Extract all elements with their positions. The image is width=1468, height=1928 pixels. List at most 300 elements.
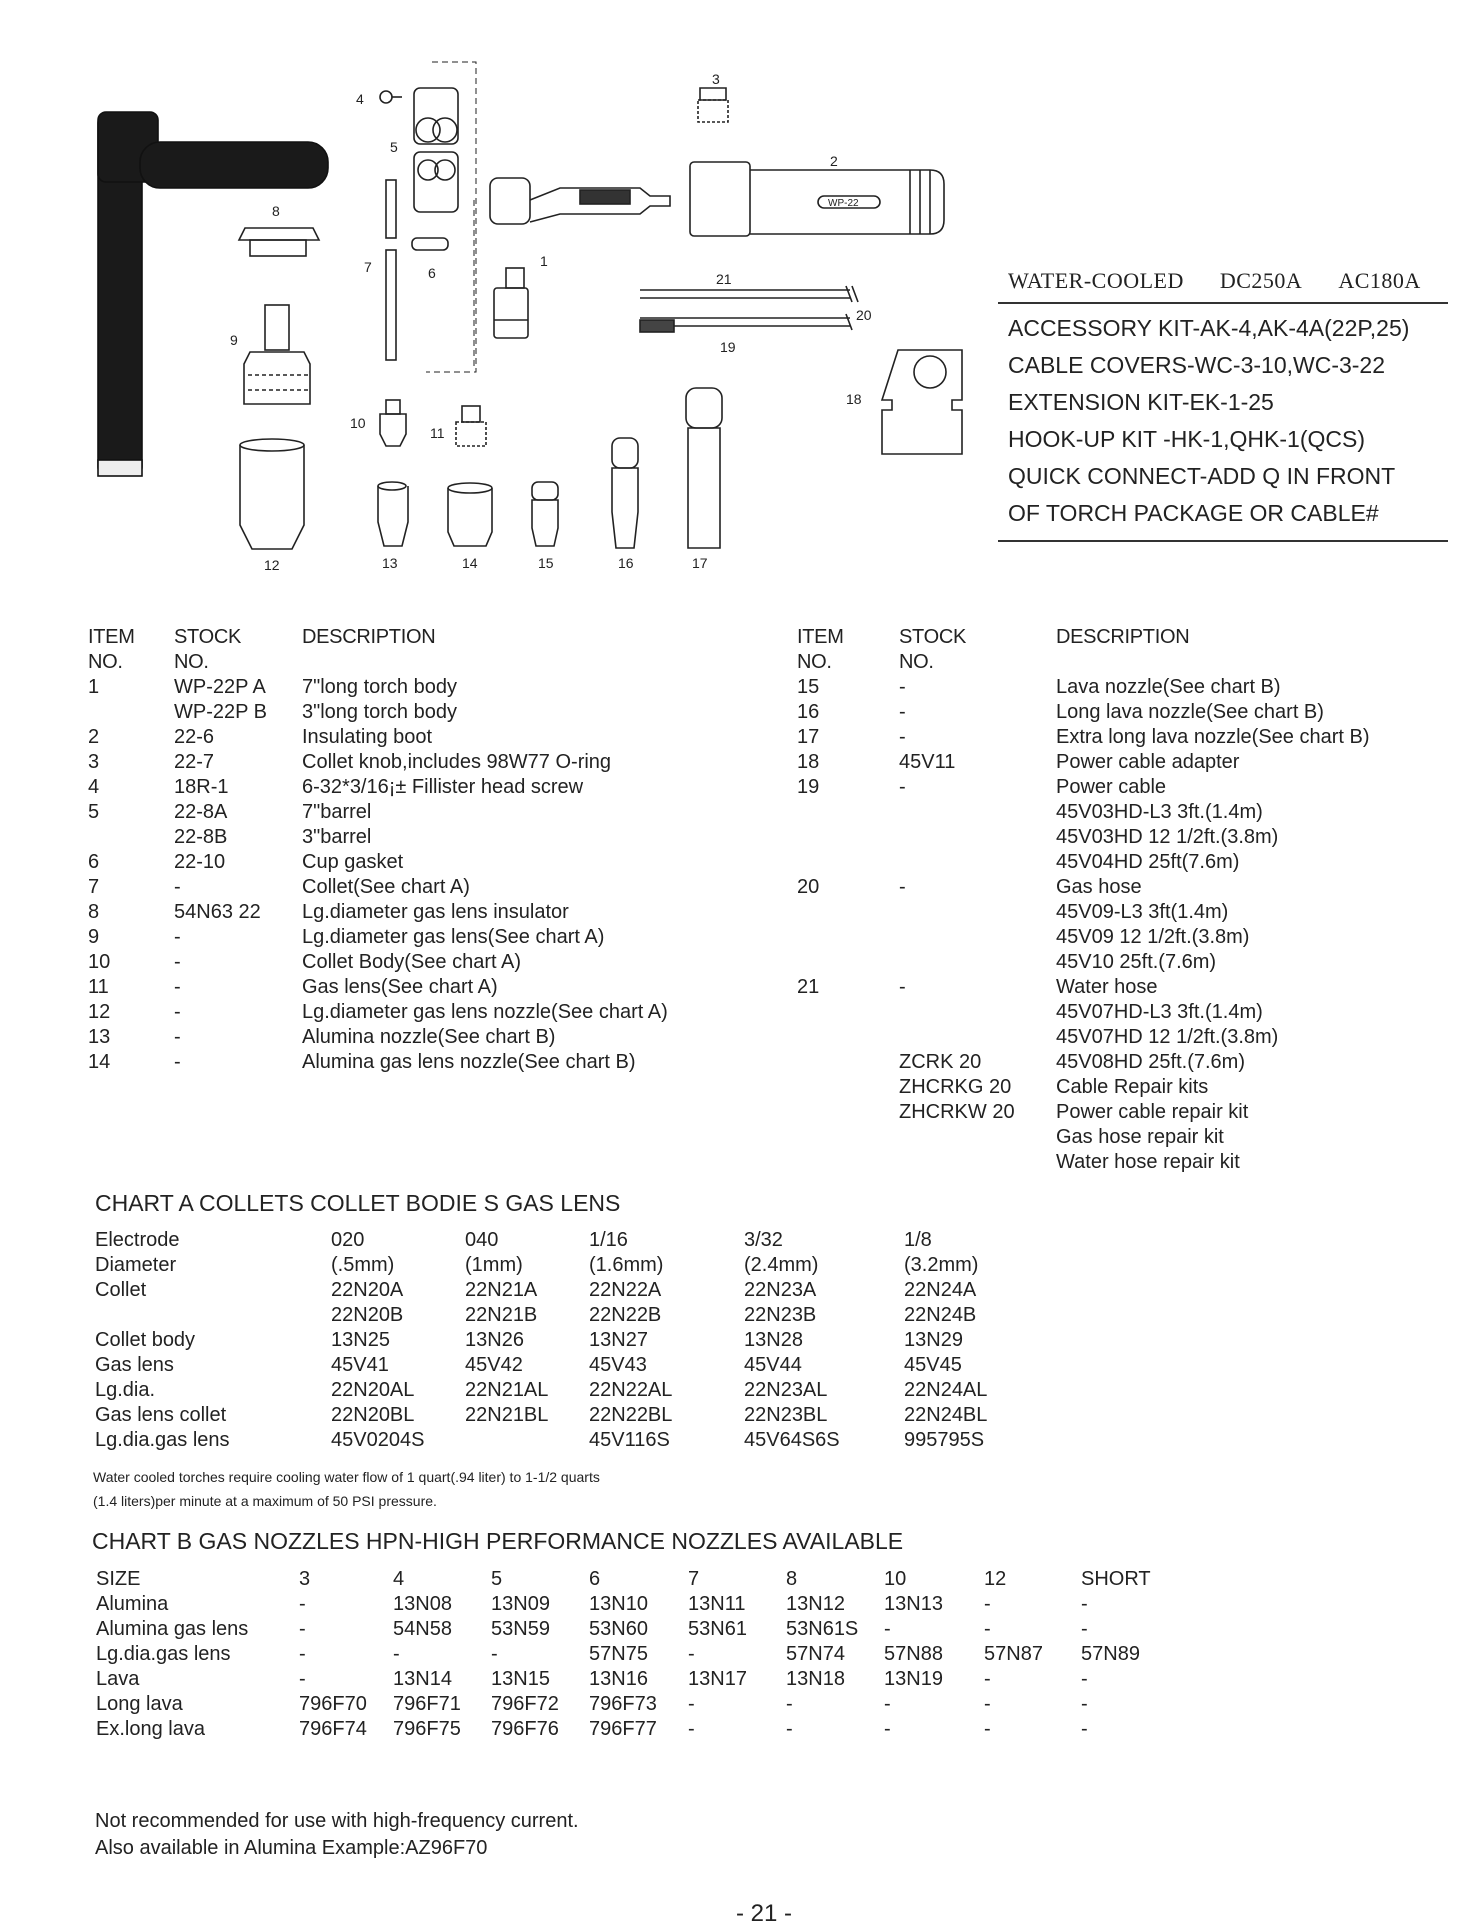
item-no-cell [797, 1025, 899, 1050]
callout-15: 15 [538, 555, 554, 571]
header-item-no: NO. [797, 651, 832, 673]
page-number: - 21 - [736, 1900, 793, 1927]
stock-no-cell: - [899, 701, 906, 723]
stock-no-cell: - [174, 926, 181, 948]
part-7-collet [386, 180, 396, 360]
size-12-cell: - [984, 1718, 991, 1740]
stock-no-cell [899, 1125, 1056, 1150]
size-020-cell: 45V41 [331, 1354, 389, 1376]
size-10-cell: 57N88 [884, 1643, 943, 1665]
row-label-cell: Collet [95, 1279, 147, 1301]
description-cell: Lg.diameter gas lens nozzle(See chart A) [302, 1001, 668, 1023]
description-cell: Water hose repair kit [1056, 1151, 1240, 1173]
size-12-cell: 57N87 [984, 1643, 1043, 1665]
part-10-collet-body [380, 400, 406, 446]
item-no-cell: 4 [88, 776, 100, 798]
row-label-cell: Lg.dia.gas lens [96, 1643, 231, 1665]
size-6-cell: 13N16 [589, 1668, 648, 1690]
size-10-cell: - [884, 1718, 891, 1740]
table-row [88, 725, 722, 750]
size-7-cell: 13N11 [688, 1593, 746, 1615]
size-8-cell: 8 [786, 1568, 798, 1590]
description-cell: Power cable [1056, 776, 1167, 798]
header-blank [302, 650, 722, 675]
item-no-cell: 1 [88, 676, 100, 698]
table-row [95, 1278, 1024, 1303]
spec-line: OF TORCH PACKAGE OR CABLE# [1008, 500, 1379, 526]
size-1-8-cell: 22N24A [904, 1279, 977, 1301]
part-8-insulator [239, 228, 319, 256]
part-9-gas-lens [244, 305, 310, 404]
item-no-cell: 10 [88, 951, 111, 973]
stock-no-cell: 22-10 [174, 851, 226, 873]
stock-no-cell: 54N63 22 [174, 901, 261, 923]
size-1-16-cell: 1/16 [589, 1229, 628, 1251]
size-5-cell: - [491, 1643, 498, 1665]
table-row [96, 1692, 1181, 1717]
table-row [797, 775, 1456, 800]
table-row [797, 675, 1456, 700]
description-cell: 7"long torch body [302, 676, 457, 698]
row-label-cell: Electrode [95, 1229, 180, 1251]
table-row [88, 1050, 722, 1075]
callout-9: 9 [230, 332, 238, 348]
size-3-32-cell: 22N23BL [744, 1404, 828, 1426]
size-3-32-cell: 45V64S6S [744, 1429, 840, 1451]
spec-title-type: WATER-COOLED [1008, 268, 1184, 293]
table-header-row [88, 625, 722, 650]
item-no-cell: 2 [88, 726, 100, 748]
size-8-cell: 53N61S [786, 1618, 859, 1640]
table-row [96, 1592, 1181, 1617]
size-7-cell: 13N17 [688, 1668, 747, 1690]
part-4-screw [380, 91, 402, 103]
part-14-nozzle [448, 483, 492, 546]
size-020-cell: 22N20BL [331, 1404, 415, 1426]
stock-no-cell: 45V11 [899, 751, 956, 773]
size-1-16-cell: 22N22B [589, 1304, 662, 1326]
table-row [96, 1617, 1181, 1642]
row-label-cell: Long lava [96, 1693, 183, 1715]
table-row [95, 1328, 1024, 1353]
stock-no-cell: 22-7 [174, 751, 215, 773]
size-040-cell: 040 [465, 1229, 499, 1251]
table-row [797, 1150, 1456, 1175]
part-1-torch-head [490, 178, 670, 338]
description-cell: Collet(See chart A) [302, 876, 470, 898]
size-020-cell: 45V0204S [331, 1429, 425, 1451]
description-cell: 6-32*3/16¡± Fillister head screw [302, 776, 584, 798]
description-cell: 45V08HD 25ft.(7.6m) [1056, 1051, 1245, 1073]
callout-10: 10 [350, 415, 366, 431]
item-no-cell: 18 [797, 751, 820, 773]
table-row [797, 800, 1456, 825]
size-020-cell: 22N20B [331, 1304, 404, 1326]
header-stock-no: NO. [899, 651, 934, 673]
stock-no-cell: 22-8B [174, 826, 228, 848]
row-label-cell: Ex.long lava [96, 1718, 205, 1740]
table-row [88, 900, 722, 925]
stock-no-cell: - [174, 1051, 181, 1073]
row-label-cell: Gas lens collet [95, 1404, 227, 1426]
size-3-32-cell: 22N23AL [744, 1379, 828, 1401]
part-17-nozzle [686, 388, 722, 548]
size-1-8-cell: 22N24B [904, 1304, 977, 1326]
size-040-cell: 22N21AL [465, 1379, 549, 1401]
row-label-cell [95, 1303, 331, 1328]
size-12-cell: - [984, 1693, 991, 1715]
callout-13: 13 [382, 555, 398, 571]
header-stock-no: NO. [174, 651, 209, 673]
chart-a-title: CHART A COLLETS COLLET BODIE S GAS LENS [95, 1190, 621, 1216]
table-row [88, 950, 722, 975]
size-1-16-cell: 45V43 [589, 1354, 647, 1376]
stock-no-cell: - [899, 976, 906, 998]
item-no-cell [88, 700, 174, 725]
stock-no-cell: ZCRK 20 [899, 1051, 982, 1073]
size-10-cell: - [884, 1693, 891, 1715]
svg-text:WP-22: WP-22 [828, 198, 859, 209]
table-row [88, 800, 722, 825]
part-6-cup-gasket [412, 238, 448, 250]
item-no-cell: 13 [88, 1026, 111, 1048]
torch-spec-box [998, 262, 1448, 542]
table-row [797, 1000, 1456, 1025]
table-row [95, 1353, 1024, 1378]
table-row [88, 875, 722, 900]
size-7-cell: - [688, 1693, 695, 1715]
size-040-cell: 22N21A [465, 1279, 538, 1301]
part-15-nozzle [532, 482, 558, 546]
part-13-nozzle [378, 482, 408, 546]
size-5-cell: 13N15 [491, 1668, 550, 1690]
stock-no-cell [899, 825, 1056, 850]
item-no-cell: 8 [88, 901, 100, 923]
size-8-cell: 13N18 [786, 1668, 845, 1690]
size-short-cell: SHORT [1081, 1568, 1151, 1590]
stock-no-cell: - [899, 676, 906, 698]
table-row [797, 900, 1456, 925]
table-row [797, 825, 1456, 850]
size-8-cell: 57N74 [786, 1643, 845, 1665]
size-3-cell: 3 [299, 1568, 311, 1590]
parts-table-left [88, 625, 722, 1075]
table-header-row [88, 650, 722, 675]
table-row [88, 1000, 722, 1025]
size-1-16-cell: 22N22AL [589, 1379, 673, 1401]
size-1-16-cell: 22N22BL [589, 1404, 673, 1426]
table-row [96, 1642, 1181, 1667]
size-8-cell: - [786, 1718, 793, 1740]
size-12-cell: 12 [984, 1568, 1007, 1590]
stock-no-cell [899, 1025, 1056, 1050]
item-no-cell: 6 [88, 851, 100, 873]
item-no-cell [797, 800, 899, 825]
chart-b-title: CHART B GAS NOZZLES HPN-HIGH PERFORMANCE NOZZLES AVAILABLE [92, 1528, 904, 1554]
size-040-cell: 22N21BL [465, 1404, 549, 1426]
chart-b-table [96, 1567, 1181, 1742]
size-040-cell [465, 1428, 589, 1453]
description-cell: Gas hose [1056, 876, 1142, 898]
size-040-cell: (1mm) [465, 1254, 523, 1276]
size-020-cell: 13N25 [331, 1329, 390, 1351]
stock-no-cell [899, 950, 1056, 975]
callout-4: 4 [356, 91, 364, 107]
size-1-16-cell: 45V116S [589, 1429, 670, 1451]
table-row [88, 700, 722, 725]
stock-no-cell: - [899, 726, 906, 748]
size-3-32-cell: (2.4mm) [744, 1254, 819, 1276]
callout-2: 2 [830, 153, 838, 169]
spec-title [998, 262, 1448, 304]
callout-20: 20 [856, 307, 872, 323]
item-no-cell: 7 [88, 876, 100, 898]
description-cell: Power cable adapter [1056, 751, 1240, 773]
item-no-cell: 21 [797, 976, 820, 998]
size-3-32-cell: 22N23B [744, 1304, 817, 1326]
size-4-cell: 54N58 [393, 1618, 452, 1640]
size-12-cell: - [984, 1593, 991, 1615]
size-040-cell: 22N21B [465, 1304, 538, 1326]
description-cell: Collet Body(See chart A) [302, 951, 521, 973]
note-line: (1.4 liters)per minute at a maximum of 50 PSI pressure. [93, 1493, 437, 1509]
size-short-cell: - [1081, 1593, 1088, 1615]
header-item: ITEM [88, 626, 135, 648]
part-5-barrel [414, 88, 458, 212]
size-3-cell: - [299, 1668, 306, 1690]
size-4-cell: 796F71 [393, 1693, 461, 1715]
stock-no-cell: ZHCRKG 20 [899, 1076, 1012, 1098]
stock-no-cell [899, 850, 1056, 875]
size-1-8-cell: 1/8 [904, 1229, 932, 1251]
stock-no-cell: - [174, 951, 181, 973]
description-cell: 45V07HD 12 1/2ft.(3.8m) [1056, 1026, 1279, 1048]
table-row [96, 1667, 1181, 1692]
header-stock: STOCK [899, 626, 967, 648]
stock-no-cell: 18R-1 [174, 776, 229, 798]
table-row [797, 850, 1456, 875]
table-row [96, 1567, 1181, 1592]
spec-line: QUICK CONNECT-ADD Q IN FRONT [1008, 463, 1396, 489]
size-short-cell: - [1081, 1668, 1088, 1690]
size-short-cell: 57N89 [1081, 1643, 1140, 1665]
size-3-cell: - [299, 1643, 306, 1665]
part-16-nozzle [612, 438, 638, 548]
parts-19-20-21-hoses [640, 286, 858, 332]
callout-1: 1 [540, 253, 548, 269]
description-cell: 45V04HD 25ft(7.6m) [1056, 851, 1240, 873]
size-1-8-cell: 45V45 [904, 1354, 962, 1376]
row-label-cell: Alumina gas lens [96, 1618, 249, 1640]
callout-14: 14 [462, 555, 478, 571]
size-040-cell: 13N26 [465, 1329, 524, 1351]
header-description: DESCRIPTION [1056, 626, 1190, 648]
callout-8: 8 [272, 203, 280, 219]
size-3-cell: 796F74 [299, 1718, 367, 1740]
stock-no-cell [899, 925, 1056, 950]
description-cell: Cable Repair kits [1056, 1076, 1209, 1098]
footer-line: Also available in Alumina Example:AZ96F70 [95, 1837, 488, 1859]
size-1-16-cell: 22N22A [589, 1279, 662, 1301]
size-6-cell: 53N60 [589, 1618, 648, 1640]
part-2-insulating-boot [690, 162, 944, 236]
size-5-cell: 53N59 [491, 1618, 550, 1640]
part-11-gas-lens [456, 406, 486, 446]
stock-no-cell: - [174, 976, 181, 998]
size-3-32-cell: 3/32 [744, 1229, 783, 1251]
table-row [797, 1100, 1456, 1125]
stock-no-cell: - [174, 1026, 181, 1048]
item-no-cell [797, 1100, 899, 1125]
item-no-cell: 16 [797, 701, 820, 723]
chart-a-table [95, 1228, 1024, 1453]
item-no-cell [88, 825, 174, 850]
spec-line: HOOK-UP KIT -HK-1,QHK-1(QCS) [1008, 426, 1365, 452]
table-row [88, 850, 722, 875]
row-label-cell: Alumina [96, 1593, 169, 1615]
description-cell: Lava nozzle(See chart B) [1056, 676, 1281, 698]
description-cell: 3"barrel [302, 826, 372, 848]
row-label-cell: Lg.dia. [95, 1379, 156, 1401]
size-5-cell: 13N09 [491, 1593, 550, 1615]
spec-line: EXTENSION KIT-EK-1-25 [1008, 389, 1274, 415]
description-cell: Alumina gas lens nozzle(See chart B) [302, 1051, 636, 1073]
size-7-cell: 53N61 [688, 1618, 747, 1640]
size-6-cell: 57N75 [589, 1643, 648, 1665]
stock-no-cell: 22-6 [174, 726, 215, 748]
table-row [797, 725, 1456, 750]
size-6-cell: 796F77 [589, 1718, 657, 1740]
table-row [95, 1303, 1024, 1328]
stock-no-cell: 22-8A [174, 801, 228, 823]
header-blank [1056, 650, 1456, 675]
stock-no-cell: - [899, 776, 906, 798]
table-row [797, 975, 1456, 1000]
item-no-cell [797, 1050, 899, 1075]
item-no-cell [797, 1150, 899, 1175]
description-cell: 45V09-L3 3ft(1.4m) [1056, 901, 1229, 923]
table-row [797, 1050, 1456, 1075]
table-row [797, 925, 1456, 950]
size-4-cell: 796F75 [393, 1718, 461, 1740]
stock-no-cell [899, 1150, 1056, 1175]
size-1-8-cell: 22N24BL [904, 1404, 988, 1426]
size-10-cell: 13N13 [884, 1593, 943, 1615]
size-5-cell: 5 [491, 1568, 503, 1590]
table-row [95, 1253, 1024, 1278]
row-label-cell: Gas lens [95, 1354, 174, 1376]
table-row [88, 825, 722, 850]
size-4-cell: 4 [393, 1568, 405, 1590]
row-label-cell: Lava [96, 1668, 140, 1690]
item-no-cell: 5 [88, 801, 100, 823]
description-cell: 45V10 25ft.(7.6m) [1056, 951, 1217, 973]
callout-17: 17 [692, 555, 708, 571]
item-no-cell [797, 925, 899, 950]
item-no-cell [797, 950, 899, 975]
table-row [797, 750, 1456, 775]
assembled-torch-image [98, 112, 328, 476]
spec-title-ac: AC180A [1338, 268, 1421, 293]
stock-no-cell: - [899, 876, 906, 898]
size-3-cell: - [299, 1593, 306, 1615]
size-12-cell: - [984, 1668, 991, 1690]
item-no-cell: 14 [88, 1051, 111, 1073]
size-020-cell: (.5mm) [331, 1254, 395, 1276]
description-cell: Lg.diameter gas lens insulator [302, 901, 569, 923]
size-8-cell: - [786, 1693, 793, 1715]
table-row [96, 1717, 1181, 1742]
item-no-cell: 9 [88, 926, 100, 948]
table-row [88, 775, 722, 800]
size-4-cell: - [393, 1643, 400, 1665]
item-no-cell: 17 [797, 726, 820, 748]
table-header-row [797, 650, 1456, 675]
size-7-cell: - [688, 1643, 695, 1665]
table-header-row [797, 625, 1456, 650]
spec-lines [998, 304, 1448, 542]
size-10-cell: - [884, 1618, 891, 1640]
callout-21: 21 [716, 271, 732, 287]
header-item: ITEM [797, 626, 844, 648]
note-line: Water cooled torches require cooling water flow of 1 quart(.94 liter) to 1-1/2 quarts [93, 1469, 600, 1485]
size-3-cell: 796F70 [299, 1693, 367, 1715]
item-no-cell [797, 825, 899, 850]
table-row [88, 1025, 722, 1050]
size-short-cell: - [1081, 1718, 1088, 1740]
table-row [95, 1378, 1024, 1403]
description-cell: Lg.diameter gas lens(See chart A) [302, 926, 605, 948]
callout-19: 19 [720, 339, 736, 355]
description-cell: Power cable repair kit [1056, 1101, 1249, 1123]
item-no-cell: 11 [88, 976, 109, 998]
parts-table-right [797, 625, 1456, 1175]
item-no-cell [797, 1000, 899, 1025]
size-1-8-cell: 22N24AL [904, 1379, 988, 1401]
header-stock: STOCK [174, 626, 242, 648]
row-label-cell: SIZE [96, 1568, 141, 1590]
callout-18: 18 [846, 391, 862, 407]
callout-5: 5 [390, 139, 398, 155]
size-short-cell: - [1081, 1618, 1088, 1640]
size-020-cell: 22N20AL [331, 1379, 415, 1401]
description-cell: Gas lens(See chart A) [302, 976, 498, 998]
spec-title-dc: DC250A [1219, 268, 1303, 293]
size-1-8-cell: (3.2mm) [904, 1254, 979, 1276]
description-cell: 45V03HD-L3 3ft.(1.4m) [1056, 801, 1263, 823]
size-1-8-cell: 995795S [904, 1429, 985, 1451]
size-5-cell: 796F72 [491, 1693, 559, 1715]
stock-no-cell: WP-22P A [174, 676, 266, 698]
size-short-cell: - [1081, 1693, 1088, 1715]
stock-no-cell: ZHCRKW 20 [899, 1101, 1015, 1123]
callout-3: 3 [712, 71, 720, 87]
description-cell: Long lava nozzle(See chart B) [1056, 701, 1324, 723]
size-4-cell: 13N08 [393, 1593, 452, 1615]
table-row [95, 1428, 1024, 1453]
callout-16: 16 [618, 555, 634, 571]
header-item-no: NO. [88, 651, 123, 673]
callout-11: 11 [430, 425, 445, 441]
table-row [797, 950, 1456, 975]
size-3-32-cell: 13N28 [744, 1329, 803, 1351]
size-5-cell: 796F76 [491, 1718, 559, 1740]
part-12-nozzle [240, 439, 304, 549]
description-cell: 45V09 12 1/2ft.(3.8m) [1056, 926, 1250, 948]
size-7-cell: - [688, 1718, 695, 1740]
size-1-8-cell: 13N29 [904, 1329, 963, 1351]
item-no-cell: 20 [797, 876, 820, 898]
